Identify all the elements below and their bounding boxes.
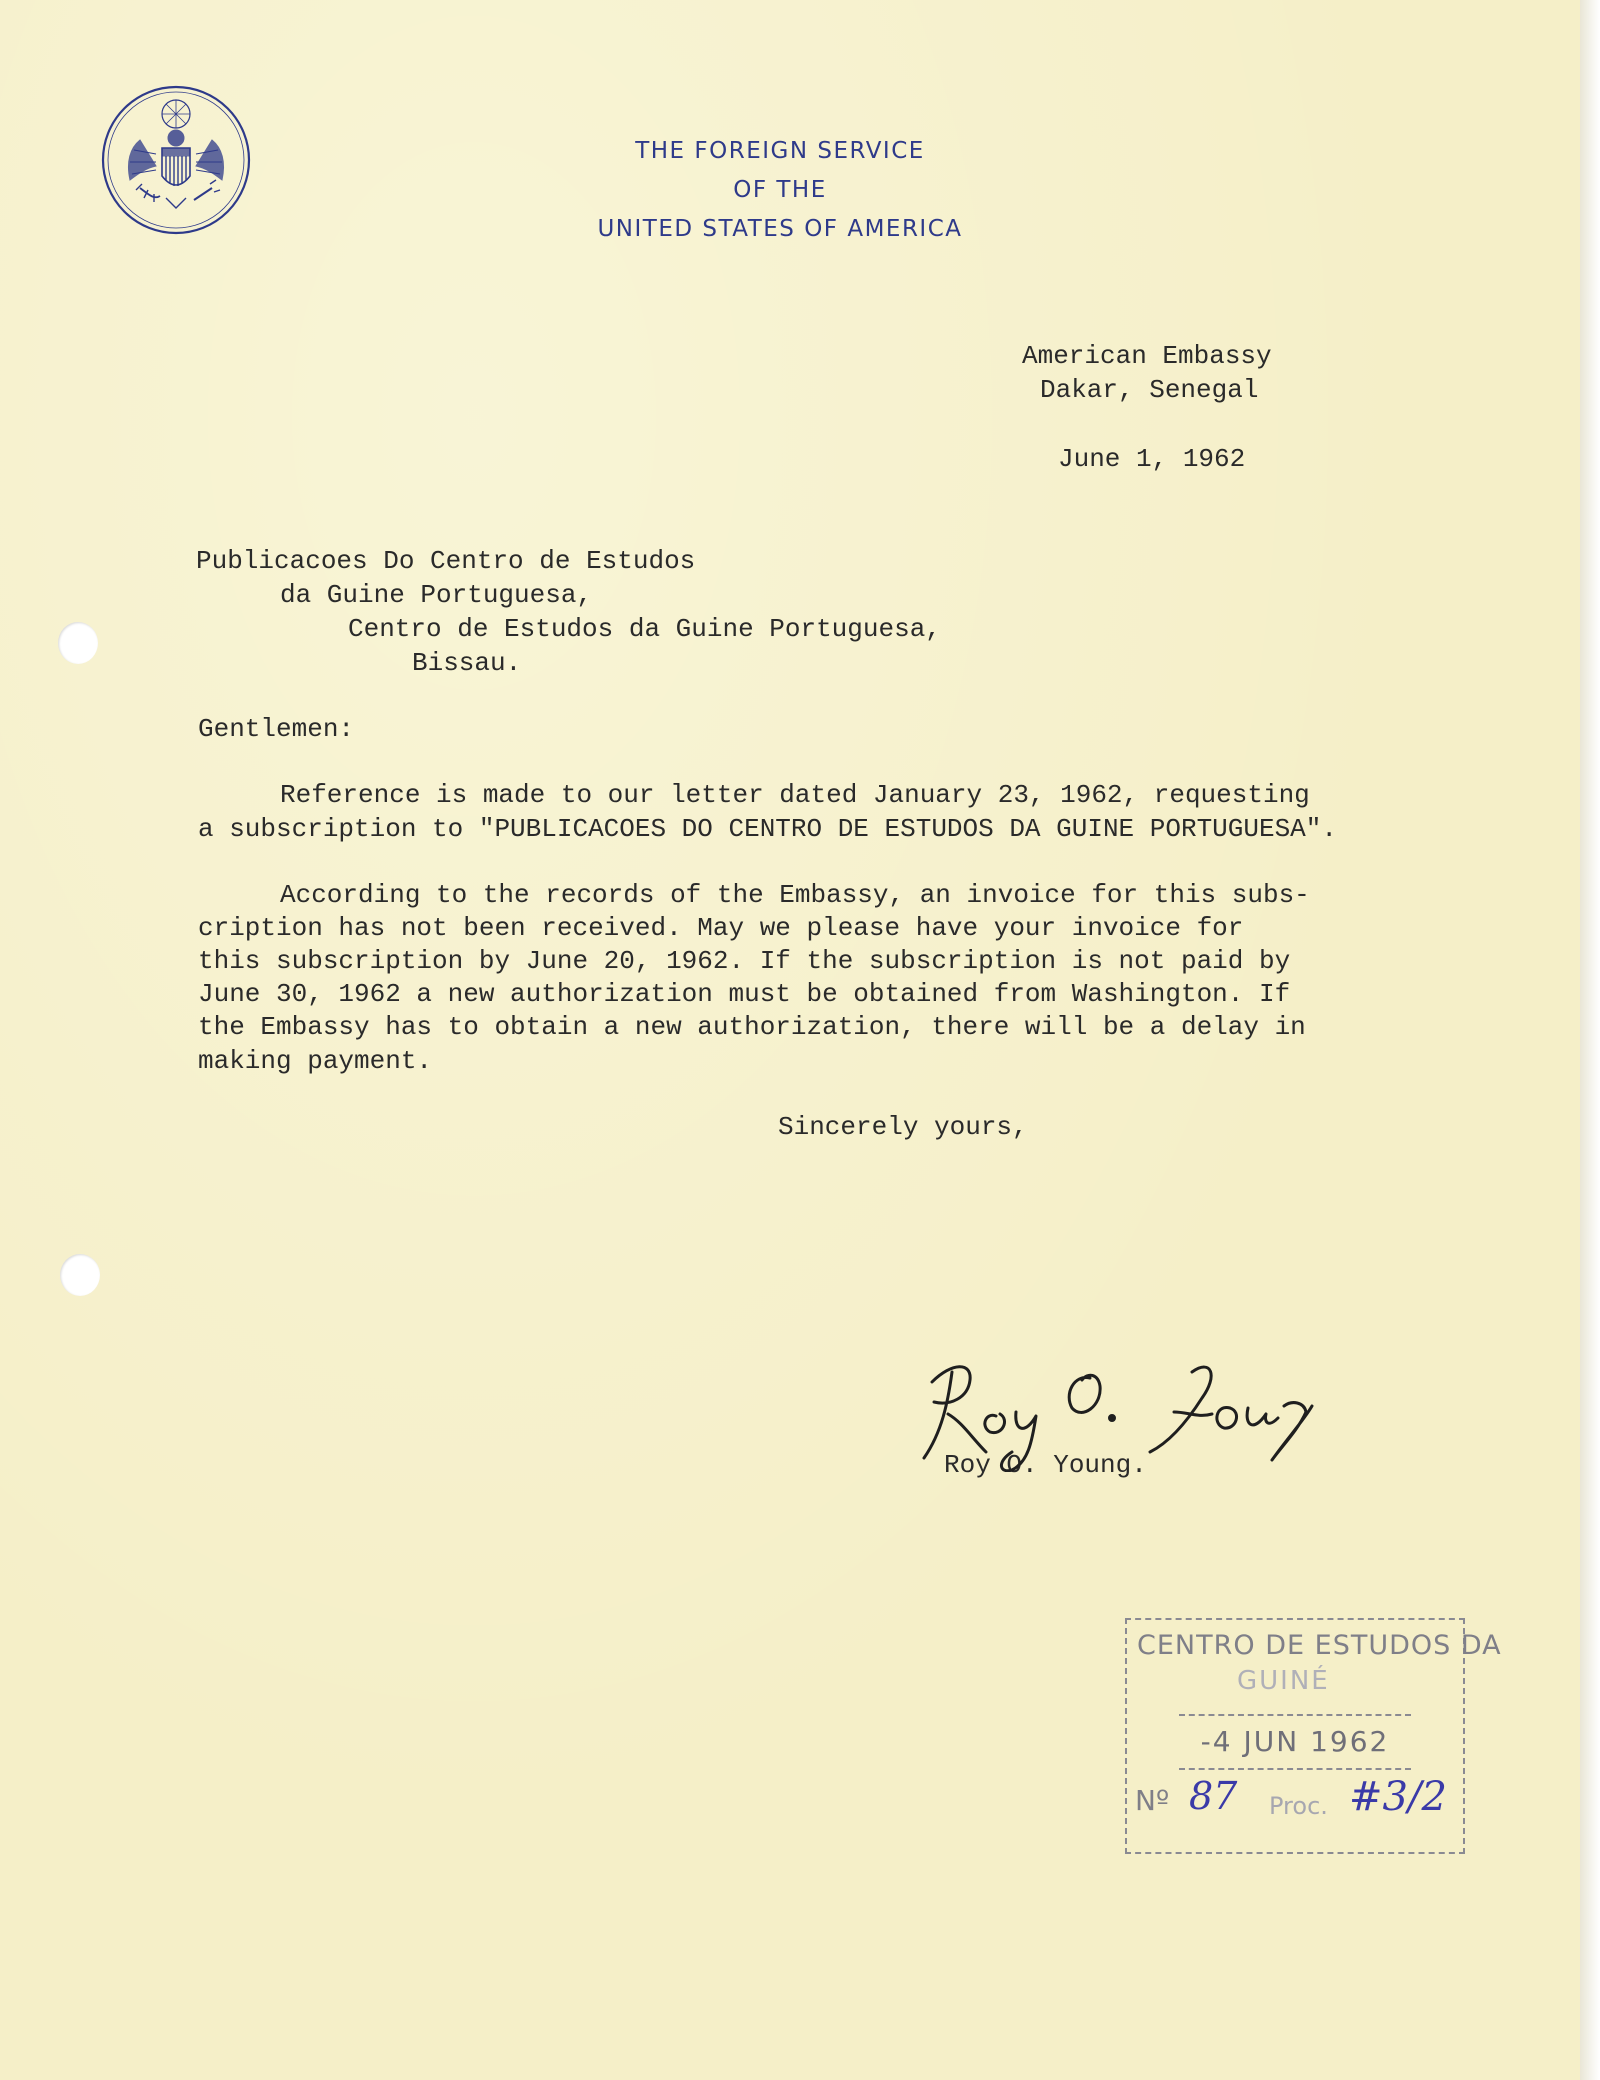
sender-line: Dakar, Senegal — [1040, 375, 1259, 405]
great-seal-icon — [100, 84, 252, 236]
stamp-date: -4 JUN 1962 — [1179, 1714, 1411, 1770]
body-line: the Embassy has to obtain a new authorization, there will be a delay in — [198, 1012, 1306, 1042]
letterhead-line: OF THE — [733, 177, 827, 203]
receipt-stamp — [1125, 1618, 1502, 1854]
body-line: cription has not been received. May we please have your invoice for — [198, 913, 1244, 943]
stamp-org-line: GUINÉ — [1237, 1666, 1330, 1696]
letter-date: June 1, 1962 — [1058, 444, 1246, 474]
punch-hole — [60, 1254, 100, 1296]
body-line: June 30, 1962 a new authorization must be obtained from Washington. If — [198, 979, 1291, 1009]
body-line: making payment. — [198, 1046, 433, 1076]
stamp-proc-label: Proc. — [1269, 1792, 1328, 1820]
letterhead-line: UNITED STATES OF AMERICA — [597, 216, 963, 242]
recipient-line: Publicacoes Do Centro de Estudos — [196, 546, 696, 576]
closing: Sincerely yours, — [778, 1112, 1028, 1142]
body-line: a subscription to "PUBLICACOES DO CENTRO DE ESTUDOS DA GUINE PORTUGUESA". — [198, 814, 1337, 844]
signer-name: Roy O. Young. — [944, 1450, 1147, 1480]
sender-line: American Embassy — [1022, 341, 1272, 371]
stamp-proc-value: #3/2 — [1349, 1774, 1447, 1820]
letterhead — [500, 132, 1060, 249]
recipient-line: da Guine Portuguesa, — [280, 580, 593, 610]
salutation: Gentlemen: — [198, 714, 355, 744]
recipient-line: Bissau. — [412, 648, 522, 678]
body-line: Reference is made to our letter dated January 23, 1962, requesting — [280, 780, 1310, 810]
scan-edge — [1580, 0, 1600, 2080]
stamp-number-value: 87 — [1189, 1774, 1238, 1818]
punch-hole — [58, 622, 98, 664]
body-line: this subscription by June 20, 1962. If the subscription is not paid by — [198, 946, 1291, 976]
stamp-number-label: Nº — [1135, 1784, 1170, 1817]
letterhead-line: THE FOREIGN SERVICE — [635, 138, 925, 164]
stamp-org-line: CENTRO DE ESTUDOS DA — [1137, 1630, 1502, 1661]
recipient-line: Centro de Estudos da Guine Portuguesa, — [348, 614, 941, 644]
handwritten-signature — [912, 1342, 1332, 1472]
body-line: According to the records of the Embassy, an invoice for this subs- — [280, 880, 1310, 910]
